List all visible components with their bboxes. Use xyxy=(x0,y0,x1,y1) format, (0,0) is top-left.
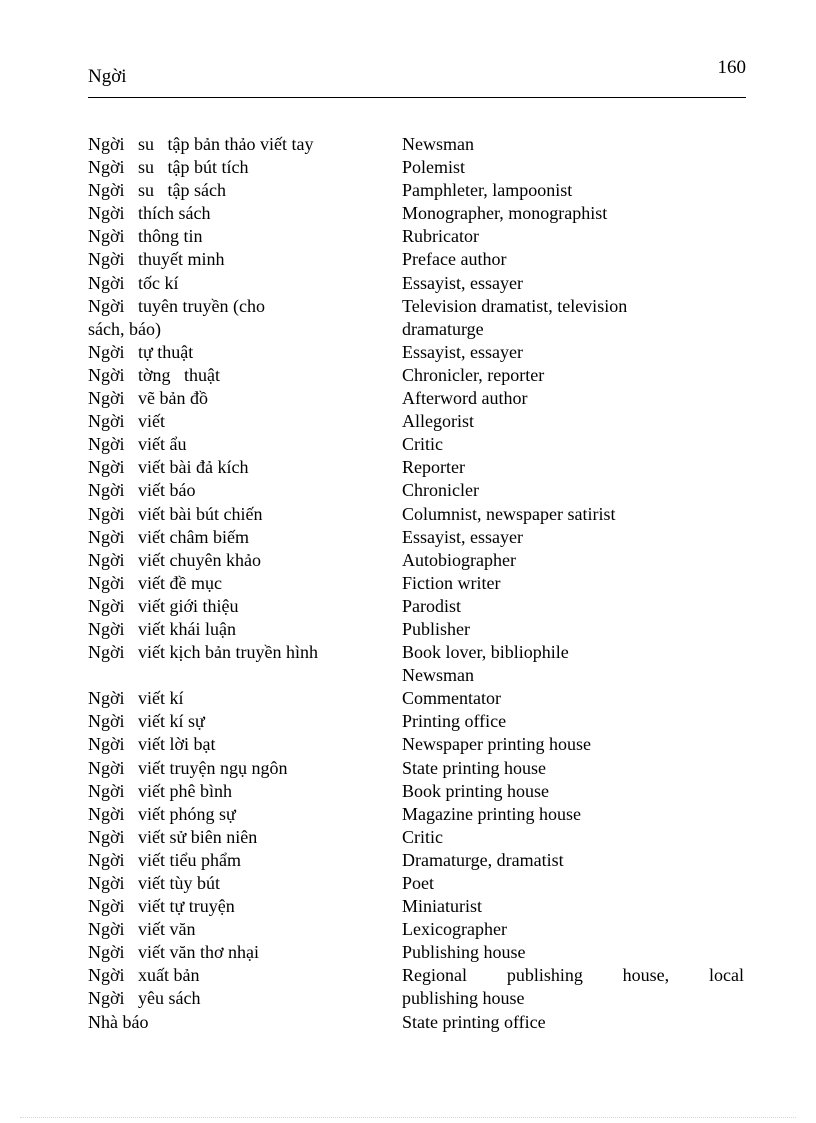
english-translation: Miniaturist xyxy=(402,896,482,917)
english-translation: Book printing house xyxy=(402,780,549,801)
vietnamese-term: Ngời viết tùy bút xyxy=(88,873,221,893)
english-translation: Television dramatist, television xyxy=(402,295,628,316)
vietnamese-term: Ngời thích sách xyxy=(88,203,211,224)
vietnamese-term xyxy=(88,664,388,687)
english-translation: Fiction writer xyxy=(402,572,501,593)
vietnamese-term: Ngời viết sử biên niên xyxy=(88,826,258,847)
english-translation: Autobiographer xyxy=(402,549,516,570)
vietnamese-terms-column xyxy=(88,133,388,1034)
vietnamese-term: Ngời xuất bản xyxy=(88,965,200,986)
english-translation: Rubricator xyxy=(402,226,479,247)
english-translation: Lexicographer xyxy=(402,919,507,940)
english-translation: Poet xyxy=(402,873,435,893)
vietnamese-term: Ngời viết báo xyxy=(88,480,196,501)
english-translation: Preface author xyxy=(402,249,507,270)
english-translation: Newsman xyxy=(402,134,474,154)
english-translation: Essayist, essayer xyxy=(402,526,523,547)
vietnamese-term: Ngời viết chuyên khảo xyxy=(88,549,261,570)
vietnamese-term: Ngời viết phê bình xyxy=(88,780,232,801)
english-translation: Chronicler xyxy=(402,480,479,501)
english-translation: Essayist, essayer xyxy=(402,341,523,362)
english-translation: Monographer, monographist xyxy=(402,203,608,224)
vietnamese-term: Ngời viết kí sự xyxy=(88,711,205,732)
page-number: 160 xyxy=(717,57,746,78)
english-translation: Columnist, newspaper satirist xyxy=(402,503,616,524)
vietnamese-term: Ngời viết bài đả kích xyxy=(88,457,249,478)
page-bottom-divider xyxy=(20,1117,796,1118)
english-translation: publishing house xyxy=(402,988,525,1009)
vietnamese-term: Ngời viết khái luận xyxy=(88,618,236,639)
english-translation: Reporter xyxy=(402,457,465,478)
english-translation: State printing house xyxy=(402,757,546,778)
vietnamese-term: Ngời su tập bút tích xyxy=(88,157,249,178)
english-translation: Afterword author xyxy=(402,388,528,409)
english-translation: Book lover, bibliophile xyxy=(402,642,569,663)
vietnamese-term: Ngời viết tự truyện xyxy=(88,896,235,917)
english-translation: Publisher xyxy=(402,618,471,639)
vietnamese-term: Ngời tốc kí xyxy=(88,272,179,293)
vietnamese-term: Ngời viết lời bạt xyxy=(88,734,216,755)
english-translation: State printing office xyxy=(402,1011,546,1032)
english-translation: Newsman xyxy=(402,665,474,686)
vietnamese-term: Ngời viết văn thơ nhại xyxy=(88,942,260,963)
vietnamese-term: Ngời viết kịch bản truyền hình xyxy=(88,642,318,663)
vietnamese-term: Ngời tuyên truyền (cho xyxy=(88,295,265,316)
vietnamese-term: Ngời viết xyxy=(88,411,166,432)
running-head: Ngời xyxy=(88,66,127,87)
english-translation: Polemist xyxy=(402,157,466,178)
english-translation: Chronicler, reporter xyxy=(402,364,545,385)
english-translation: Parodist xyxy=(402,595,462,616)
vietnamese-term: Ngời su tập sách xyxy=(88,180,226,201)
vietnamese-term: Ngời thuyết minh xyxy=(88,249,225,270)
vietnamese-term: Ngời yêu sách xyxy=(88,988,201,1009)
vietnamese-term: Ngời thông tin xyxy=(88,226,203,247)
vietnamese-term: Ngời su tập bản thảo viết tay xyxy=(88,134,314,154)
vietnamese-term: Ngời viết phóng sự xyxy=(88,803,236,824)
english-translation: Magazine printing house xyxy=(402,803,581,824)
vietnamese-term: Ngời viết bài bút chiến xyxy=(88,503,263,524)
vietnamese-term: Ngời viết kí xyxy=(88,688,184,709)
english-translation: Printing office xyxy=(402,711,507,732)
english-translation: Publishing house xyxy=(402,942,526,963)
english-translations-column xyxy=(402,133,744,1034)
vietnamese-term: Ngời viết đề mục xyxy=(88,572,222,593)
english-translation: Regional publishing house, local xyxy=(402,965,744,986)
english-translation: Pamphleter, lampoonist xyxy=(402,180,573,201)
vietnamese-term: Ngời viết truyện ngụ ngôn xyxy=(88,757,288,778)
english-translation: Critic xyxy=(402,434,443,455)
page-header xyxy=(88,55,746,98)
english-translation: Commentator xyxy=(402,688,501,709)
vietnamese-term: Ngời viết văn xyxy=(88,919,196,940)
vietnamese-term: Ngời vẽ bản đồ xyxy=(88,388,208,409)
english-translation: Essayist, essayer xyxy=(402,272,523,293)
vietnamese-term: Nhà báo xyxy=(88,1011,149,1032)
vietnamese-term: Ngời viết giới thiệu xyxy=(88,595,239,616)
vietnamese-term: Ngời tự thuật xyxy=(88,341,194,362)
vietnamese-term: Ngời viết tiểu phẩm xyxy=(88,849,241,870)
english-translation: dramaturge xyxy=(402,318,484,339)
english-translation: Dramaturge, dramatist xyxy=(402,849,564,870)
vietnamese-term: Ngời viết châm biếm xyxy=(88,526,249,547)
vietnamese-term: Ngời tờng thuật xyxy=(88,364,221,385)
vietnamese-term: Ngời viết ẩu xyxy=(88,434,187,455)
vietnamese-term: sách, báo) xyxy=(88,318,161,339)
english-translation: Allegorist xyxy=(402,411,474,432)
english-translation: Critic xyxy=(402,826,443,847)
english-translation: Newspaper printing house xyxy=(402,734,591,755)
